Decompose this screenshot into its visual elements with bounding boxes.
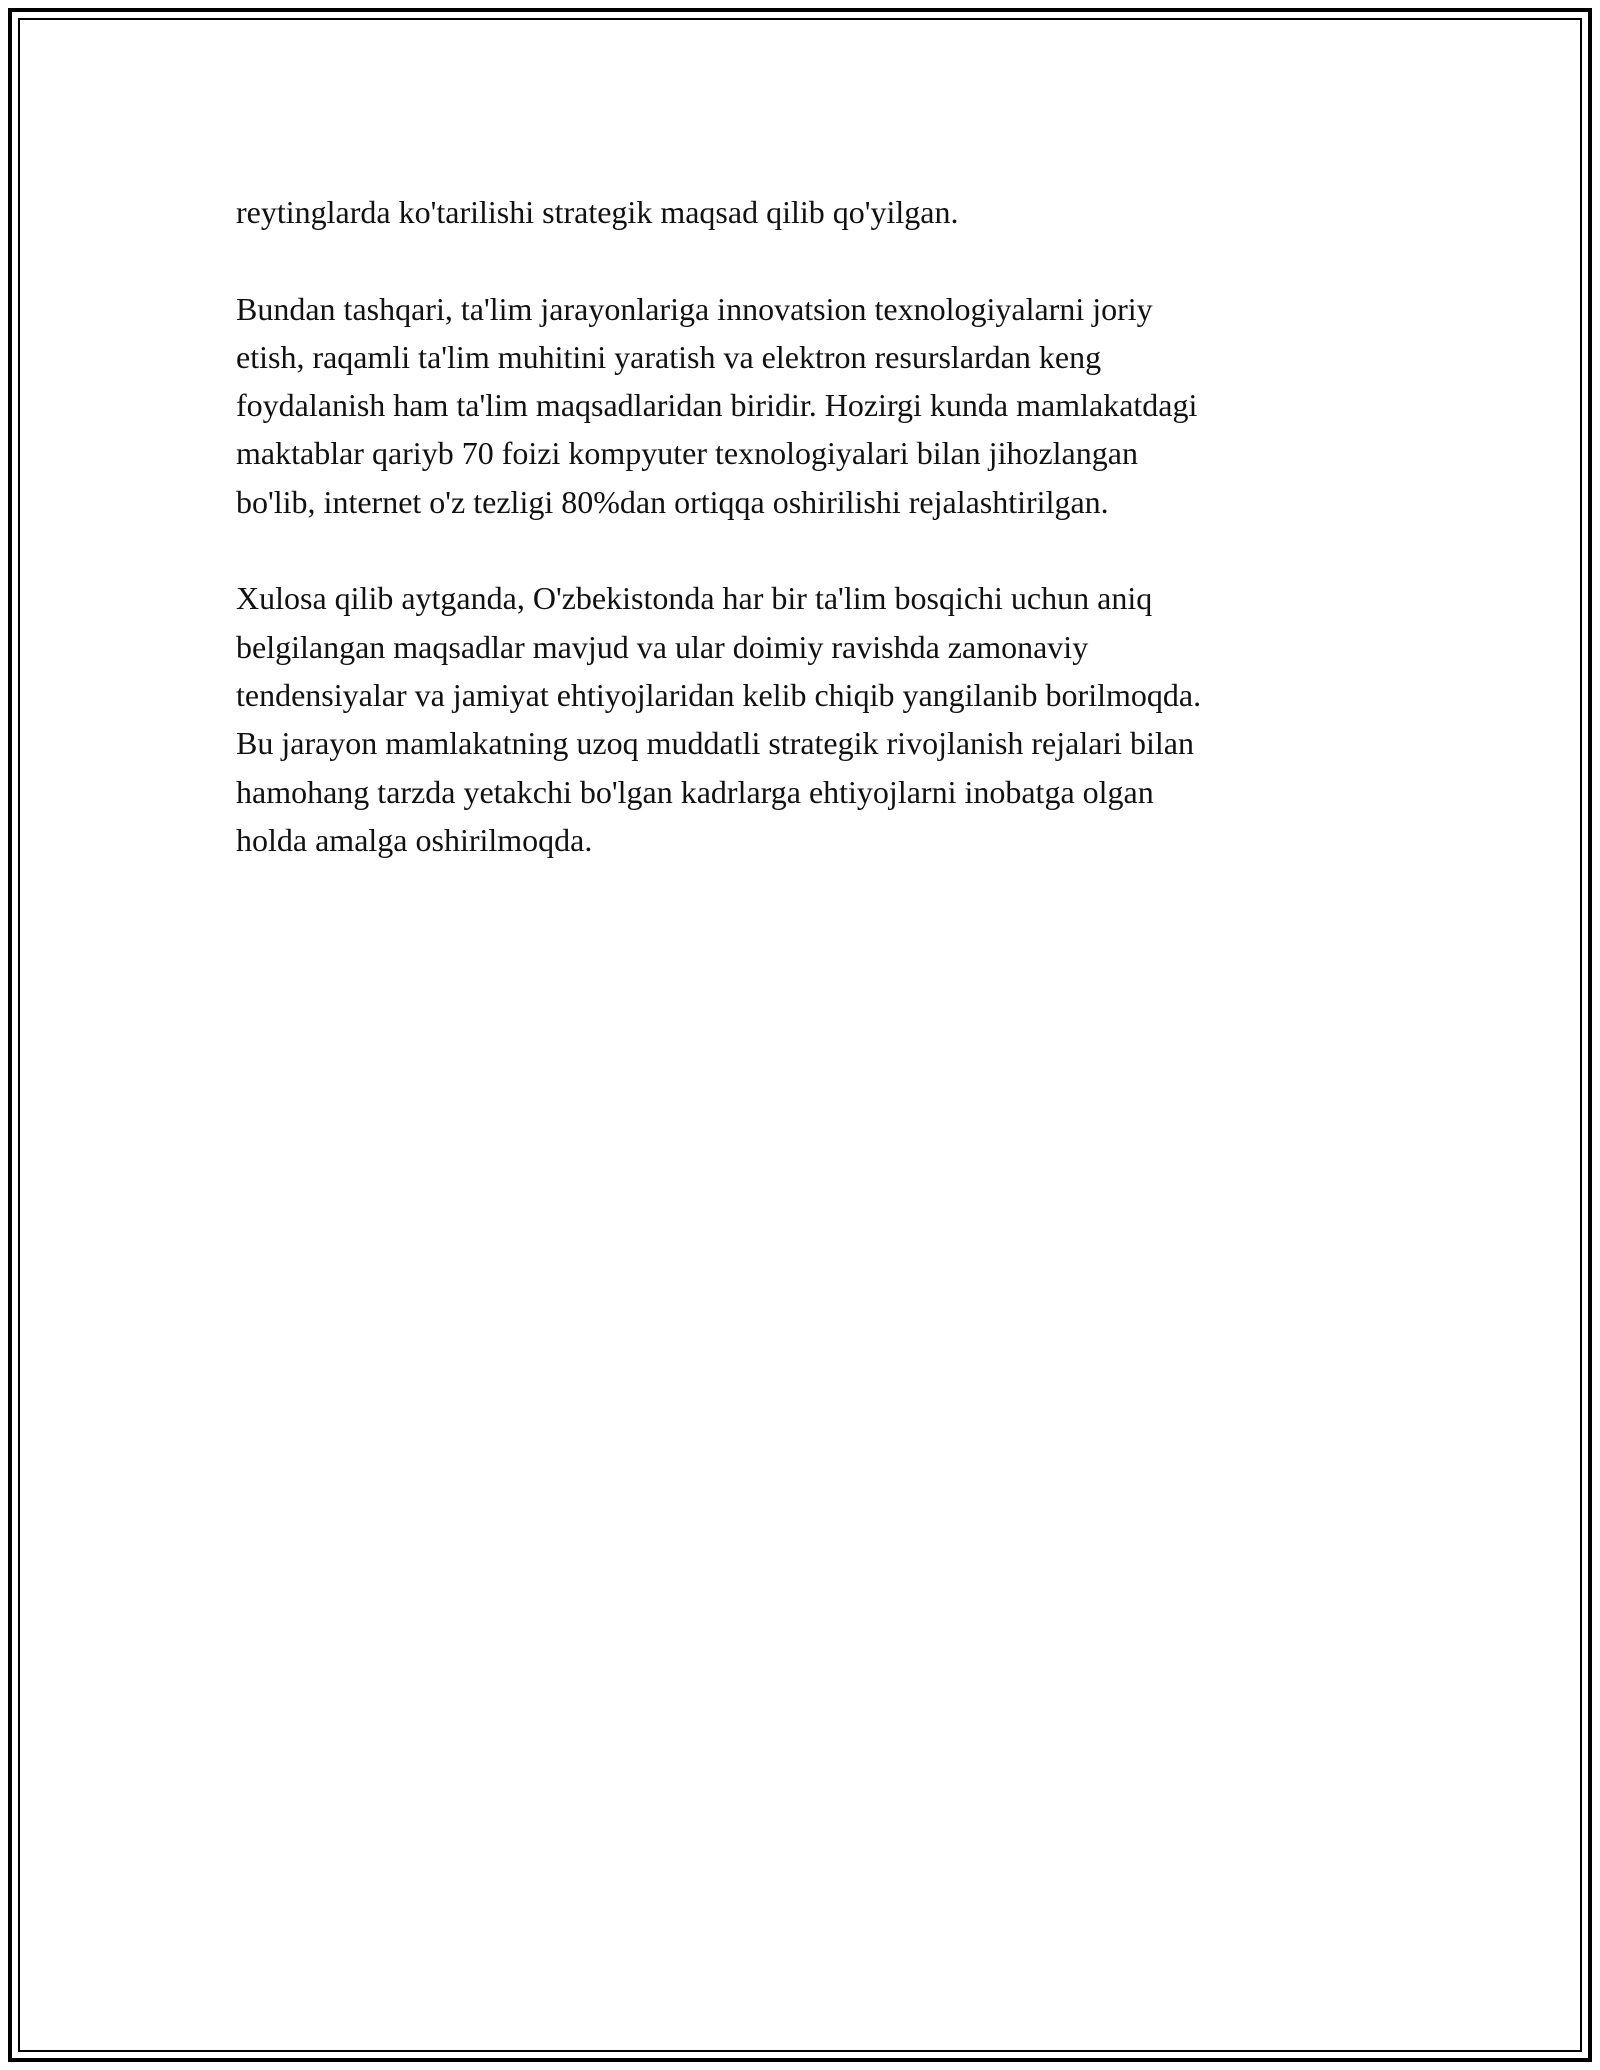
text-line: Bu jarayon mamlakatning uzoq muddatli strategik rivojlanish rejalari bilan — [236, 725, 1194, 762]
text-line: etish, raqamli ta'lim muhitini yaratish va elektron resurslardan keng — [236, 338, 1102, 375]
text-line: belgilangan maqsadlar mavjud va ular doimiy ravishda zamonaviy — [236, 628, 1089, 665]
text-line: tendensiyalar va jamiyat ehtiyojlaridan kelib chiqib yangilanib borilmoqda. — [236, 676, 1202, 713]
text-line: bo'lib, internet o'z tezligi 80%dan ortiqqa oshirilishi rejalashtirilgan. — [236, 483, 1109, 520]
text-line: holda amalga oshirilmoqda. — [236, 821, 593, 858]
paragraph-1 — [236, 188, 1386, 236]
text-line: foydalanish ham ta'lim maqsadlaridan biridir. Hozirgi kunda mamlakatdagi — [236, 387, 1198, 424]
text-line: Bundan tashqari, ta'lim jarayonlariga innovatsion texnologiyalarni joriy — [236, 290, 1153, 327]
paragraph-3 — [236, 574, 1386, 864]
text-line: reytinglarda ko'tarilishi strategik maqsad qilib qo'yilgan. — [236, 194, 959, 230]
text-line: hamohang tarzda yetakchi bo'lgan kadrlarga ehtiyojlarni inobatga olgan — [236, 773, 1154, 810]
text-line: maktablar qariyb 70 foizi kompyuter texnologiyalari bilan jihozlangan — [236, 435, 1138, 472]
text-line: Xulosa qilib aytganda, O'zbekistonda har bir ta'lim bosqichi uchun aniq — [236, 580, 1153, 617]
document-body — [236, 188, 1386, 864]
paragraph-2 — [236, 285, 1386, 526]
